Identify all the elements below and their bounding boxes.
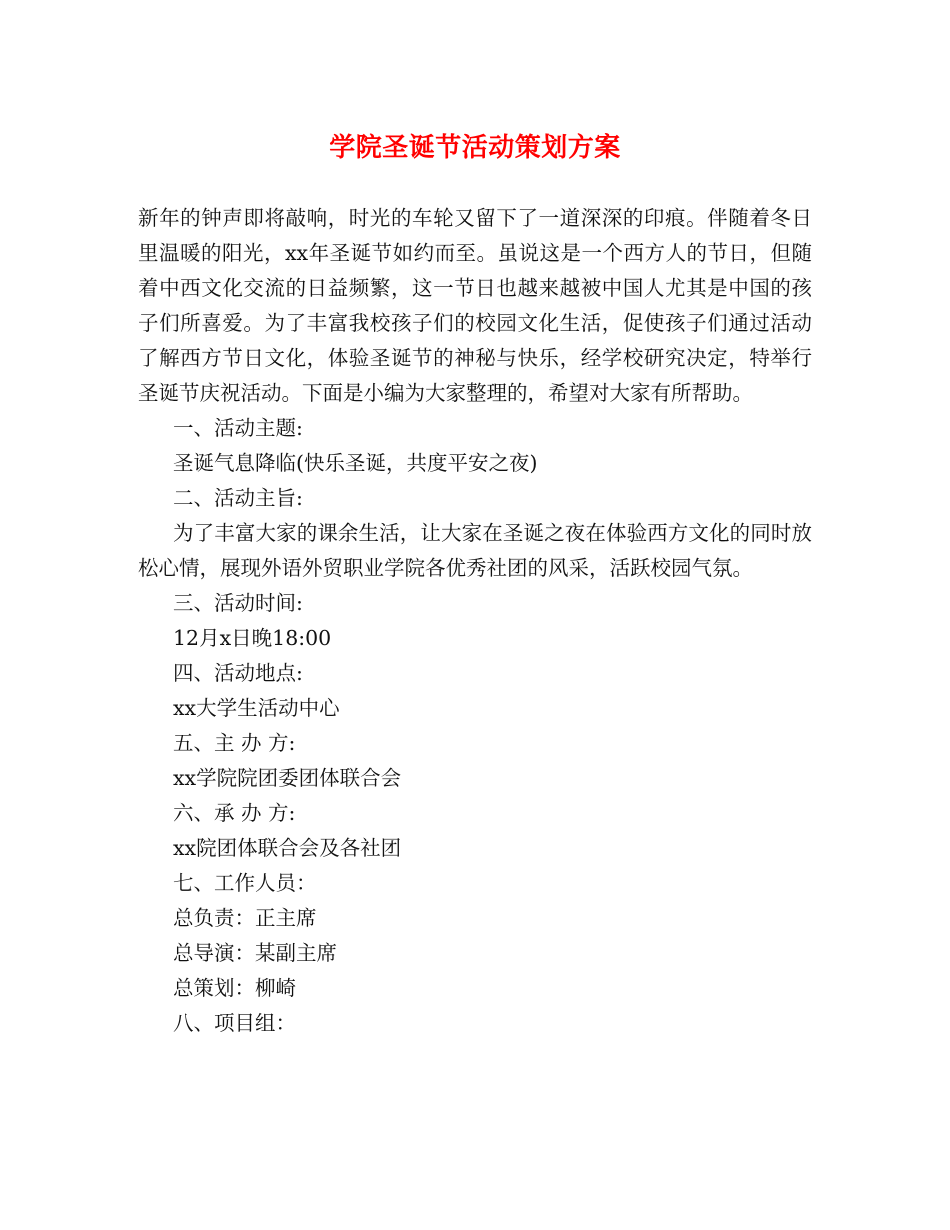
- paragraph-purpose: 为了丰富大家的课余生活，让大家在圣诞之夜在体验西方文化的同时放松心情，展现外语外贸职业学院各优秀社团的风采，活跃校园气氛。: [138, 521, 812, 580]
- section-heading-organizer: 五、主 办 方:: [173, 731, 296, 755]
- section-heading-theme: 一、活动主题:: [173, 416, 303, 440]
- paragraph-organizer: xx学院院团委团体联合会: [173, 766, 402, 790]
- section-heading-project-groups: 八、项目组：: [173, 1011, 296, 1035]
- section-heading-time: 三、活动时间:: [173, 591, 303, 615]
- section-heading-purpose: 二、活动主旨:: [173, 486, 303, 510]
- document-body: [138, 201, 812, 1041]
- intro-paragraph: 新年的钟声即将敲响，时光的车轮又留下了一道深深的印痕。伴随着冬日里温暖的阳光，xx年圣诞节如约而至。虽说这是一个西方人的节日，但随着中西文化交流的日益频繁，这一节日也越来越被中国人尤其是中国的孩子们所喜爱。为了丰富我校孩子们的校园文化生活，促使孩子们通过活动了解西方节日文化，体验圣诞节的神秘与快乐，经学校研究决定，特举行圣诞节庆祝活动。下面是小编为大家整理的，希望对大家有所帮助。: [138, 206, 812, 405]
- section-heading-staff: 七、工作人员：: [173, 871, 317, 895]
- staff-line-director: 总导演：某副主席: [173, 941, 337, 965]
- staff-line-lead: 总负责：正主席: [173, 906, 317, 930]
- section-heading-coorganizer: 六、承 办 方:: [173, 801, 296, 825]
- paragraph-coorganizer: xx院团体联合会及各社团: [173, 836, 402, 860]
- document-title: 学院圣诞节活动策划方案: [329, 133, 621, 163]
- section-heading-location: 四、活动地点:: [173, 661, 303, 685]
- paragraph-time: 12月x日晚18:00: [173, 626, 332, 650]
- paragraph-location: xx大学生活动中心: [173, 696, 340, 720]
- staff-line-planner: 总策划：柳崎: [173, 976, 296, 1000]
- paragraph-theme: 圣诞气息降临(快乐圣诞，共度平安之夜): [173, 451, 538, 475]
